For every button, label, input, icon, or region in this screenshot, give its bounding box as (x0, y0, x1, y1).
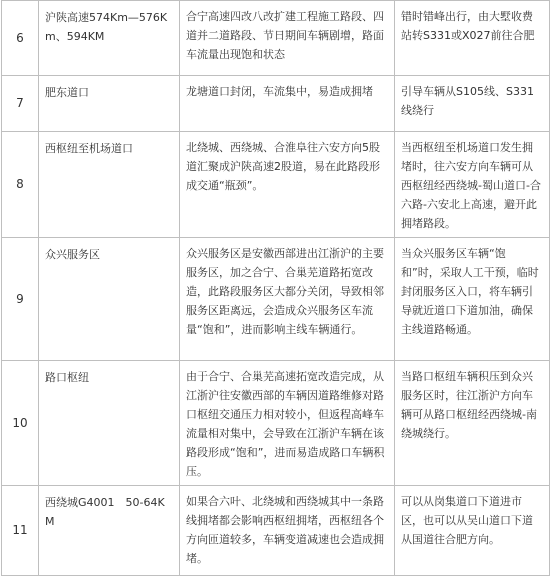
table-row (2, 238, 550, 361)
advice-cell: 错时错峰出行，由大墅收费站转S331或X027前往合肥 (395, 1, 550, 76)
table-row (2, 76, 550, 132)
location-cell: 众兴服务区 (39, 238, 180, 361)
advice-cell: 当路口枢纽车辆积压到众兴服务区时，往江浙沪方向车辆可从路口枢纽经西绕城-南绕城绕行。 (395, 361, 550, 486)
description-cell: 合宁高速四改八改扩建工程施工路段、四道并二道路段、节日期间车辆剧增，路面车流量出现饱和状态 (180, 1, 395, 76)
location-cell: 路口枢纽 (39, 361, 180, 486)
location-cell: 肥东道口 (39, 76, 180, 132)
table-row (2, 361, 550, 486)
table-row (2, 132, 550, 238)
location-cell: 西绕城G4001 50-64KM (39, 486, 180, 576)
description-cell: 北绕城、西绕城、合淮阜往六安方向5股道汇聚成沪陕高速2股道，易在此路段形成交通“瓶颈”。 (180, 132, 395, 238)
description-cell: 由于合宁、合巢芜高速拓宽改造完成，从江浙沪往安徽西部的车辆因道路维修对路口枢纽交通压力相对较小，但返程高峰车流量相对集中，会导致在江浙沪车辆在该路段形成“饱和”，进而易造成路口车辆积压。 (180, 361, 395, 486)
location-cell: 沪陕高速574Km—576Km、594KM (39, 1, 180, 76)
row-number: 8 (2, 132, 39, 238)
row-number: 9 (2, 238, 39, 361)
row-number: 10 (2, 361, 39, 486)
row-number: 7 (2, 76, 39, 132)
location-cell: 西枢纽至机场道口 (39, 132, 180, 238)
table-row (2, 1, 550, 76)
description-cell: 龙塘道口封闭，车流集中，易造成拥堵 (180, 76, 395, 132)
row-number: 6 (2, 1, 39, 76)
traffic-congestion-table (1, 0, 550, 576)
advice-cell: 当西枢纽至机场道口发生拥堵时，往六安方向车辆可从西枢纽经西绕城-蜀山道口-合六路-六安北上高速，避开此拥堵路段。 (395, 132, 550, 238)
advice-cell: 可以从岗集道口下道进市区，也可以从吴山道口下道从国道往合肥方向。 (395, 486, 550, 576)
advice-cell: 引导车辆从S105线、S331线绕行 (395, 76, 550, 132)
description-cell: 众兴服务区是安徽西部进出江浙沪的主要服务区，加之合宁、合巢芜道路拓宽改造，此路段服务区大都分关闭，导致相邻服务区距离远，会造成众兴服务区车流量“饱和”，进而影响主线车辆通行。 (180, 238, 395, 361)
description-cell: 如果合六叶、北绕城和西绕城其中一条路线拥堵都会影响西枢纽拥堵，西枢纽各个方向匝道较多，车辆变道减速也会造成拥堵。 (180, 486, 395, 576)
row-number: 11 (2, 486, 39, 576)
advice-cell: 当众兴服务区车辆“饱和”时，采取人工干预，临时封闭服务区入口，将车辆引导就近道口下道加油，确保主线道路畅通。 (395, 238, 550, 361)
table-row (2, 486, 550, 576)
